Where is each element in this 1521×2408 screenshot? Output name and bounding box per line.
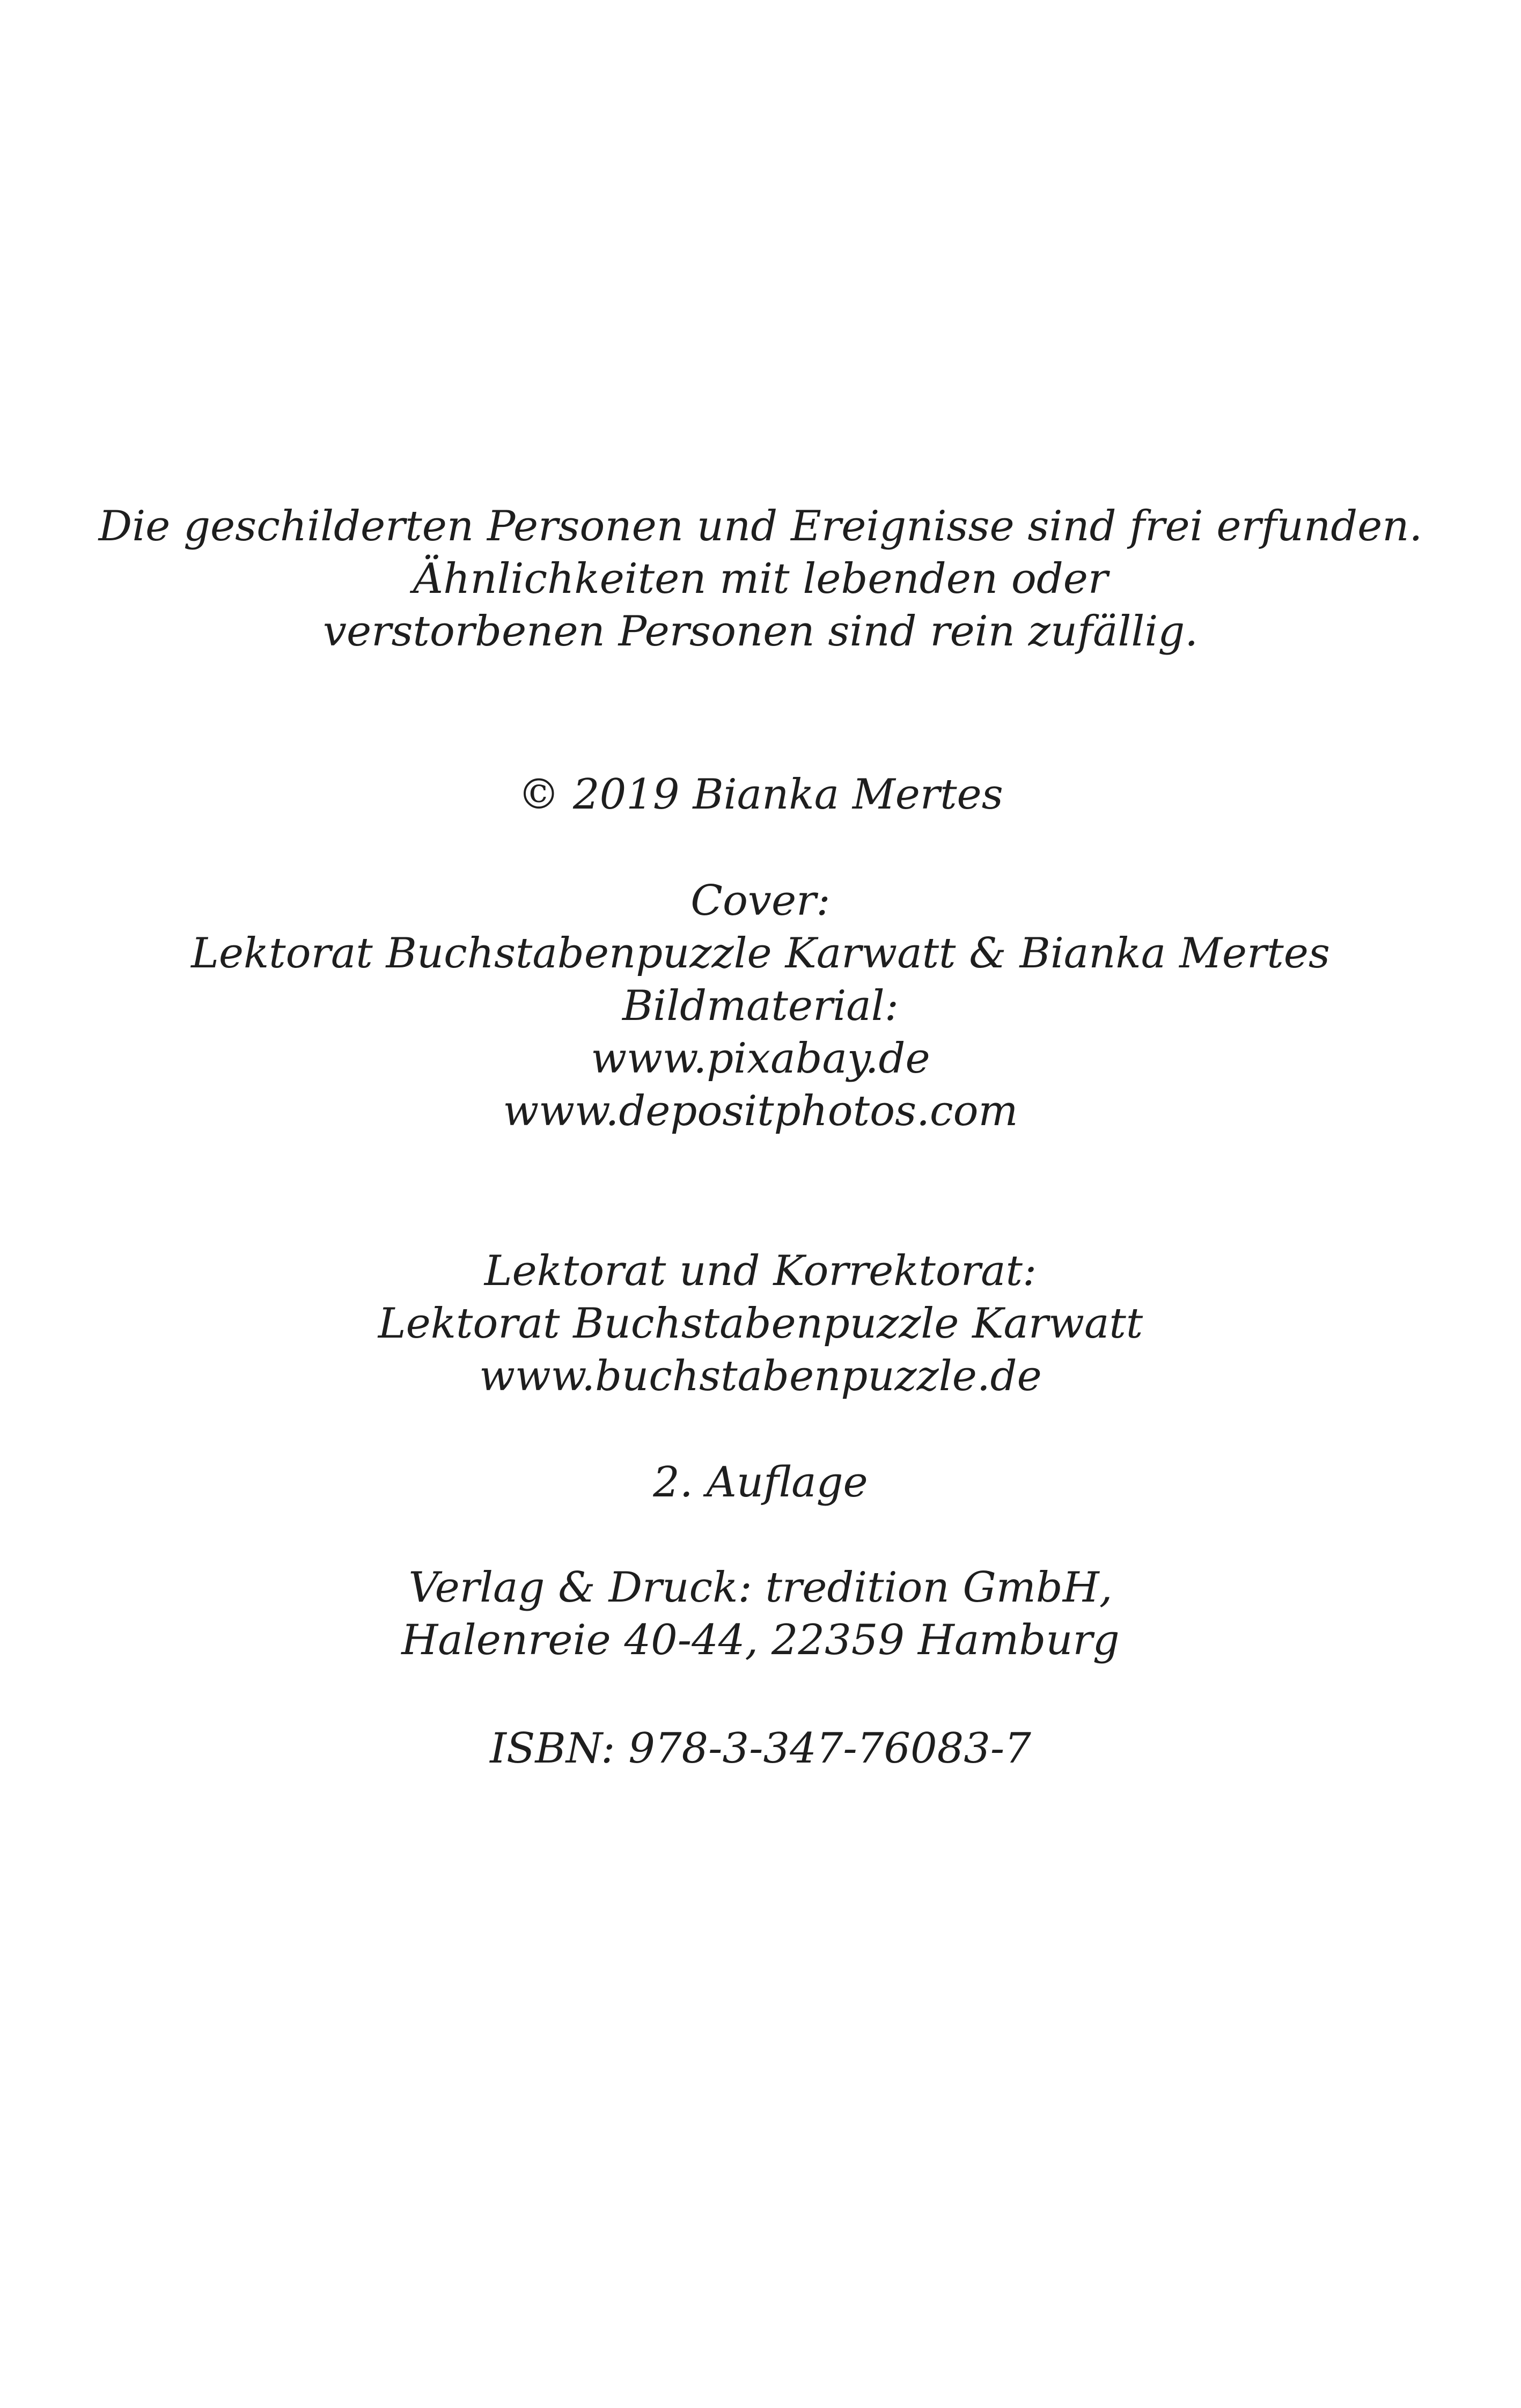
cover-credits-block	[0, 875, 1521, 1137]
publisher-block	[0, 1561, 1521, 1666]
isbn-number: ISBN: 978-3-347-76083-7	[490, 1724, 1031, 1773]
disclaimer-block	[0, 500, 1521, 658]
cover-credit: Lektorat Buchstabenpuzzle Karwatt & Bianka Mertes	[191, 929, 1330, 978]
copyright-notice: © 2019 Bianka Mertes	[518, 770, 1003, 819]
cover-heading: Cover:	[690, 877, 831, 925]
image-source-pixabay: www.pixabay.de	[591, 1034, 930, 1083]
image-material-heading: Bildmaterial:	[622, 982, 899, 1030]
editing-heading: Lektorat und Korrektorat:	[484, 1247, 1037, 1295]
editing-credits-block	[0, 1245, 1521, 1403]
editing-website: www.buchstabenpuzzle.de	[479, 1352, 1042, 1400]
disclaimer-line-3: verstorbenen Personen sind rein zufällig.	[322, 607, 1199, 656]
editing-name: Lektorat Buchstabenpuzzle Karwatt	[378, 1300, 1143, 1348]
image-source-depositphotos: www.depositphotos.com	[503, 1087, 1018, 1135]
copyright-block	[0, 768, 1521, 821]
edition-number: 2. Auflage	[653, 1458, 868, 1507]
disclaimer-line-2: Ähnlichkeiten mit lebenden oder	[413, 555, 1108, 603]
disclaimer-line-1: Die geschilderten Personen und Ereignisse sind frei erfunden.	[98, 502, 1423, 550]
publisher-line-2: Halenreie 40-44, 22359 Hamburg	[401, 1616, 1120, 1664]
edition-block	[0, 1456, 1521, 1509]
publisher-line-1: Verlag & Druck: tredition GmbH,	[408, 1563, 1113, 1612]
isbn-block	[0, 1722, 1521, 1775]
